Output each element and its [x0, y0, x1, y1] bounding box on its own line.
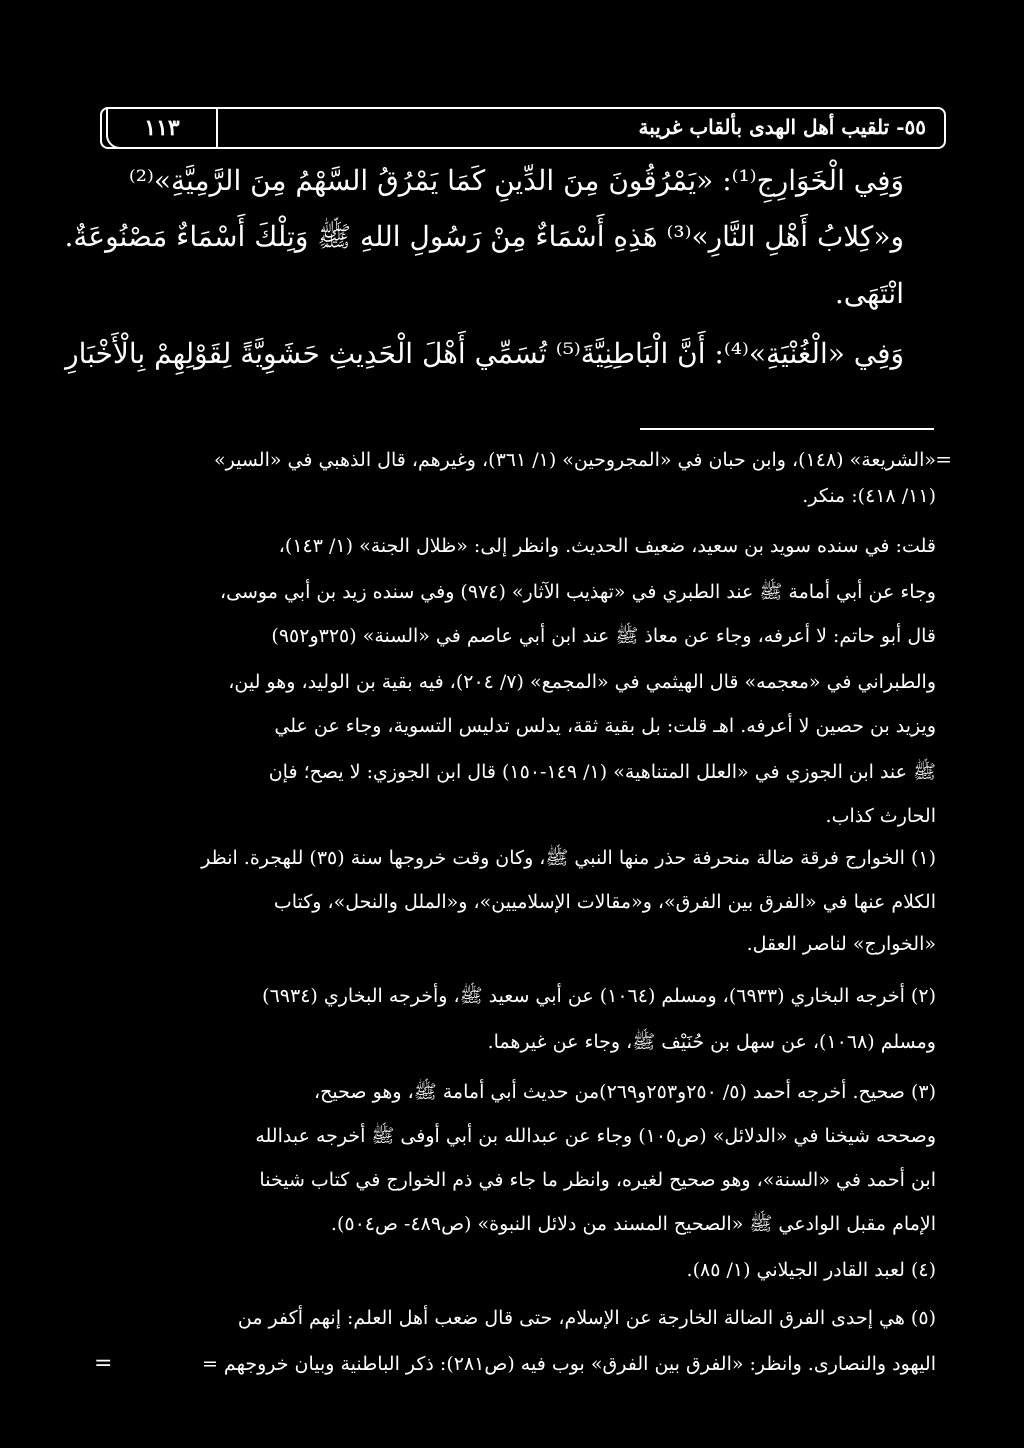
footnote-line: «الخوارج» لناصر العقل.: [746, 933, 936, 955]
continuation-marker: =: [935, 447, 952, 471]
footnote-line: الإمام مقبل الوادعي ﷺ «الصحيح المسند من دلائل النبوة» (ص٤٨٩- ص٥٠٤).: [330, 1213, 936, 1235]
footnote-line: ابن أحمد في «السنة»، وهو صحيح لغيره، وانظر ما جاء في ذم الخوارج في كتاب شيخنا: [259, 1169, 936, 1191]
body-line: وَفِي «الْغُنْيَةِ»⁽⁴⁾: أَنَّ الْبَاطِنِيَّةَ⁽⁵⁾ تُسَمِّي أَهْلَ الْحَدِيثِ حَشَوِيَّةً لِقَوْلِهِمْ بِالْأَخْبَارِ: [65, 337, 904, 370]
footnote-line: (١١/ ٤١٨): منكر.: [802, 485, 936, 507]
continuation-marker: =: [94, 1351, 113, 1376]
footnote-line: وجاء عن أبي أمامة ﷺ عند الطبري في «تهذيب الآثار» (٩٧٤) وفي سنده زيد بن أبي موسى،: [220, 581, 936, 603]
body-line: و«كِلابُ أَهْلِ النَّارِ»⁽³⁾ هَذِهِ أَسْمَاءٌ مِنْ رَسُولِ اللهِ ﷺ وَتِلْكَ أَسْمَاءٌ مَصْنُوعَةٌ.: [64, 220, 904, 253]
footnote-line: قلت: في سنده سويد بن سعيد، ضعيف الحديث. وانظر إلى: «ظلال الجنة» (١/ ١٤٣)،: [278, 535, 936, 557]
footnote-line: ومسلم (١٠٦٨)، عن سهل بن حُنَيْف ﷺ، وجاء عن غيرهما.: [487, 1031, 936, 1053]
chapter-title: ٥٥- تلقيب أهل الهدى بألقاب غريبة: [638, 115, 926, 139]
body-line: وَفِي الْخَوَارِجِ⁽¹⁾: «يَمْرُقُونَ مِنَ الدِّينِ كَمَا يَمْرُقُ السَّهْمُ مِنَ الرَّمِيَّةِ»⁽²⁾: [128, 164, 904, 197]
footnote-line: ويزيد بن حصين لا أعرفه. اهـ قلت: بل بقية ثقة، يدلس تدليس التسوية، وجاء عن علي: [274, 715, 936, 737]
footnote-line: ﷺ عند ابن الجوزي في «العلل المتناهية» (١/ ١٤٩-١٥٠) قال ابن الجوزي: لا يصح؛ فإن: [268, 761, 936, 783]
footnote-line: قال أبو حاتم: لا أعرفه، وجاء عن معاذ ﷺ عند ابن أبي عاصم في «السنة» (٣٢٥و٩٥٢): [271, 625, 936, 647]
running-header: [100, 107, 946, 149]
footnote-1: (١) الخوارج فرقة ضالة منحرفة حذر منها النبي ﷺ، وكان وقت خروجها سنة (٣٥) للهجرة. انظر: [201, 847, 936, 869]
footnote-line: وصححه شيخنا في «الدلائل» (ص١٠٥) وجاء عن عبدالله بن أبي أوفى ﷺ أخرجه عبدالله: [255, 1125, 936, 1147]
footnote-line: والطبراني في «معجمه» قال الهيثمي في «المجمع» (٧/ ٢٠٤)، فيه بقية بن الوليد، وهو لين،: [228, 671, 936, 693]
footnote-line: الحارث كذاب.: [825, 805, 936, 827]
footnote-4: (٤) لعبد القادر الجيلاني (١/ ٨٥).: [686, 1259, 936, 1281]
footnote-rule: [640, 428, 934, 430]
footnote-2: (٢) أخرجه البخاري (٦٩٣٣)، ومسلم (١٠٦٤) عن أبي سعيد ﷺ، وأخرجه البخاري (٦٩٣٤): [262, 985, 936, 1007]
footnote-line: «الشريعة» (١٤٨)، وابن حبان في «المجروحين» (١/ ٣٦١)، وغيرهم، قال الذهبي في «السير»: [213, 449, 936, 471]
footnote-line: اليهود والنصارى. وانظر: «الفرق بين الفرق» بوب فيه (ص٢٨١): ذكر الباطنية وبيان خروجهم =: [201, 1353, 936, 1375]
body-line: انْتَهَى.: [834, 277, 904, 310]
footnote-line: الكلام عنها في «الفرق بين الفرق»، و«مقالات الإسلاميين»، و«الملل والنحل»، وكتاب: [273, 891, 936, 913]
footnote-3: (٣) صحيح. أخرجه أحمد (٥/ ٢٥٠و٢٥٣و٢٦٩)من حديث أبي أمامة ﷺ، وهو صحيح،: [314, 1081, 936, 1103]
footnote-5: (٥) هي إحدى الفرق الضالة الخارجة عن الإسلام، حتى قال ضعب أهل العلم: إنهم أكفر من: [237, 1307, 936, 1329]
page-number: ١١٣: [106, 107, 218, 149]
